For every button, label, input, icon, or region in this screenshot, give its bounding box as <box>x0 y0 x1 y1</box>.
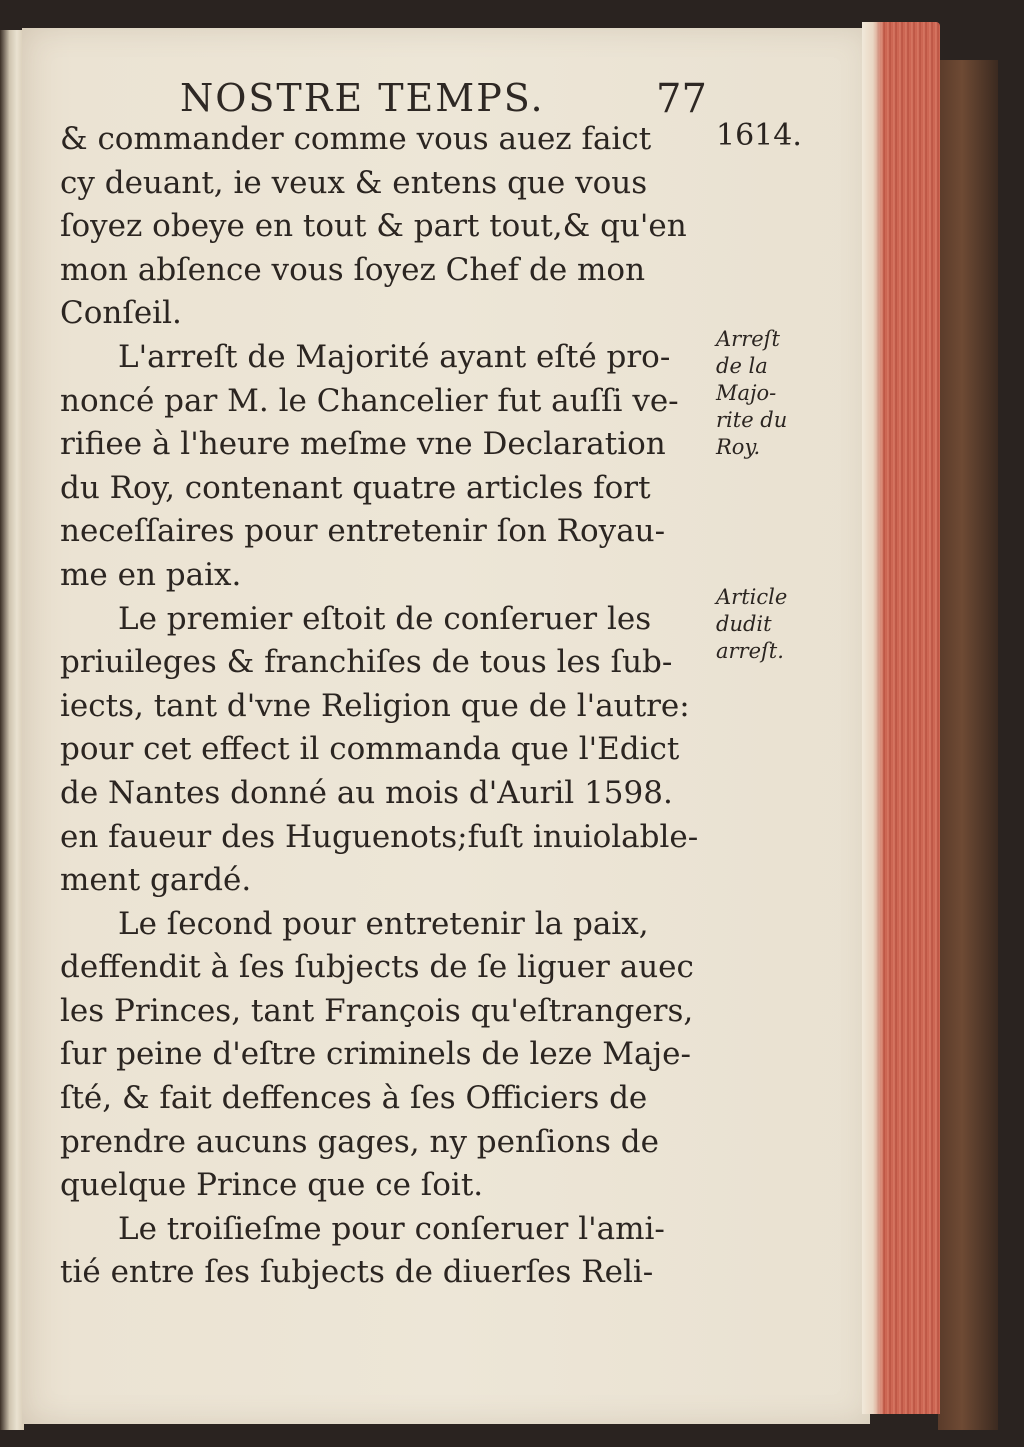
margin-note-line: Roy. <box>716 435 761 459</box>
margin-note-line: Article <box>716 585 788 609</box>
text-line: prendre aucuns gages, ny penſions de <box>60 1123 659 1160</box>
text-line: priuileges & franchiſes de tous les ſub- <box>60 644 673 681</box>
binding-gutter <box>0 30 24 1430</box>
margin-note-line: de la <box>716 354 768 378</box>
page-number: 77 <box>656 76 707 122</box>
page-edge-shade <box>862 22 884 1414</box>
text-line: les Princes, tant François qu'eſtrangers, <box>60 992 694 1029</box>
margin-note-line: dudit <box>716 612 772 636</box>
text-line: en faueur des Huguenots;fuſt inuiolable- <box>60 818 699 855</box>
margin-note-line: rite du <box>716 408 788 432</box>
text-line: deffendit à ſes ſubjects de ſe liguer auec <box>60 949 694 986</box>
text-line: pour cet effect il commanda que l'Edict <box>60 731 680 768</box>
text-line: Le troiſieſme pour conſeruer l'ami- <box>118 1210 665 1247</box>
text-line: tié entre ſes ſubjects de diuerſes Reli- <box>60 1254 654 1291</box>
text-line: ſur peine d'eſtre criminels de leze Maje- <box>60 1036 691 1073</box>
text-line: iects, tant d'vne Religion que de l'autre: <box>60 687 690 724</box>
body-text <box>60 118 720 1295</box>
text-line: ment gardé. <box>60 862 252 899</box>
text-line: Conſeil. <box>60 295 182 332</box>
text-line: neceſſaires pour entretenir ſon Royau- <box>60 513 666 550</box>
margin-note-line: Majo- <box>716 381 777 405</box>
margin-note-article <box>716 584 787 665</box>
text-line: L'arreſt de Majorité ayant eſté pro- <box>118 338 671 375</box>
text-line: noncé par M. le Chancelier fut auſſi ve- <box>60 382 679 419</box>
text-line: cy deuant, ie veux & entens que vous <box>60 164 648 201</box>
text-line: ſoyez obeye en tout & part tout,& qu'en <box>60 208 687 245</box>
text-line: Le premier eſtoit de conſeruer les <box>118 600 652 637</box>
margin-note-arrest <box>716 326 787 461</box>
text-line: ſté, & fait deffences à ſes Officiers de <box>60 1080 648 1117</box>
margin-note-line: arreſt. <box>716 639 784 663</box>
text-line: rifiee à l'heure meſme vne Declaration <box>60 426 666 463</box>
margin-note-line: Arreſt <box>716 327 780 351</box>
text-line: me en paix. <box>60 556 242 593</box>
running-head: NOSTRE TEMPS. <box>180 76 545 120</box>
margin-year: 1614. <box>716 118 802 153</box>
text-line: mon abſence vous ſoyez Chef de mon <box>60 251 646 288</box>
text-line: du Roy, contenant quatre articles fort <box>60 469 651 506</box>
text-line: de Nantes donné au mois d'Auril 1598. <box>60 774 673 811</box>
text-line: Le ſecond pour entretenir la paix, <box>118 905 649 942</box>
book-cover-edge <box>938 60 998 1430</box>
text-line: & commander comme vous auez faict <box>60 121 652 157</box>
text-line: quelque Prince que ce ſoit. <box>60 1167 484 1204</box>
